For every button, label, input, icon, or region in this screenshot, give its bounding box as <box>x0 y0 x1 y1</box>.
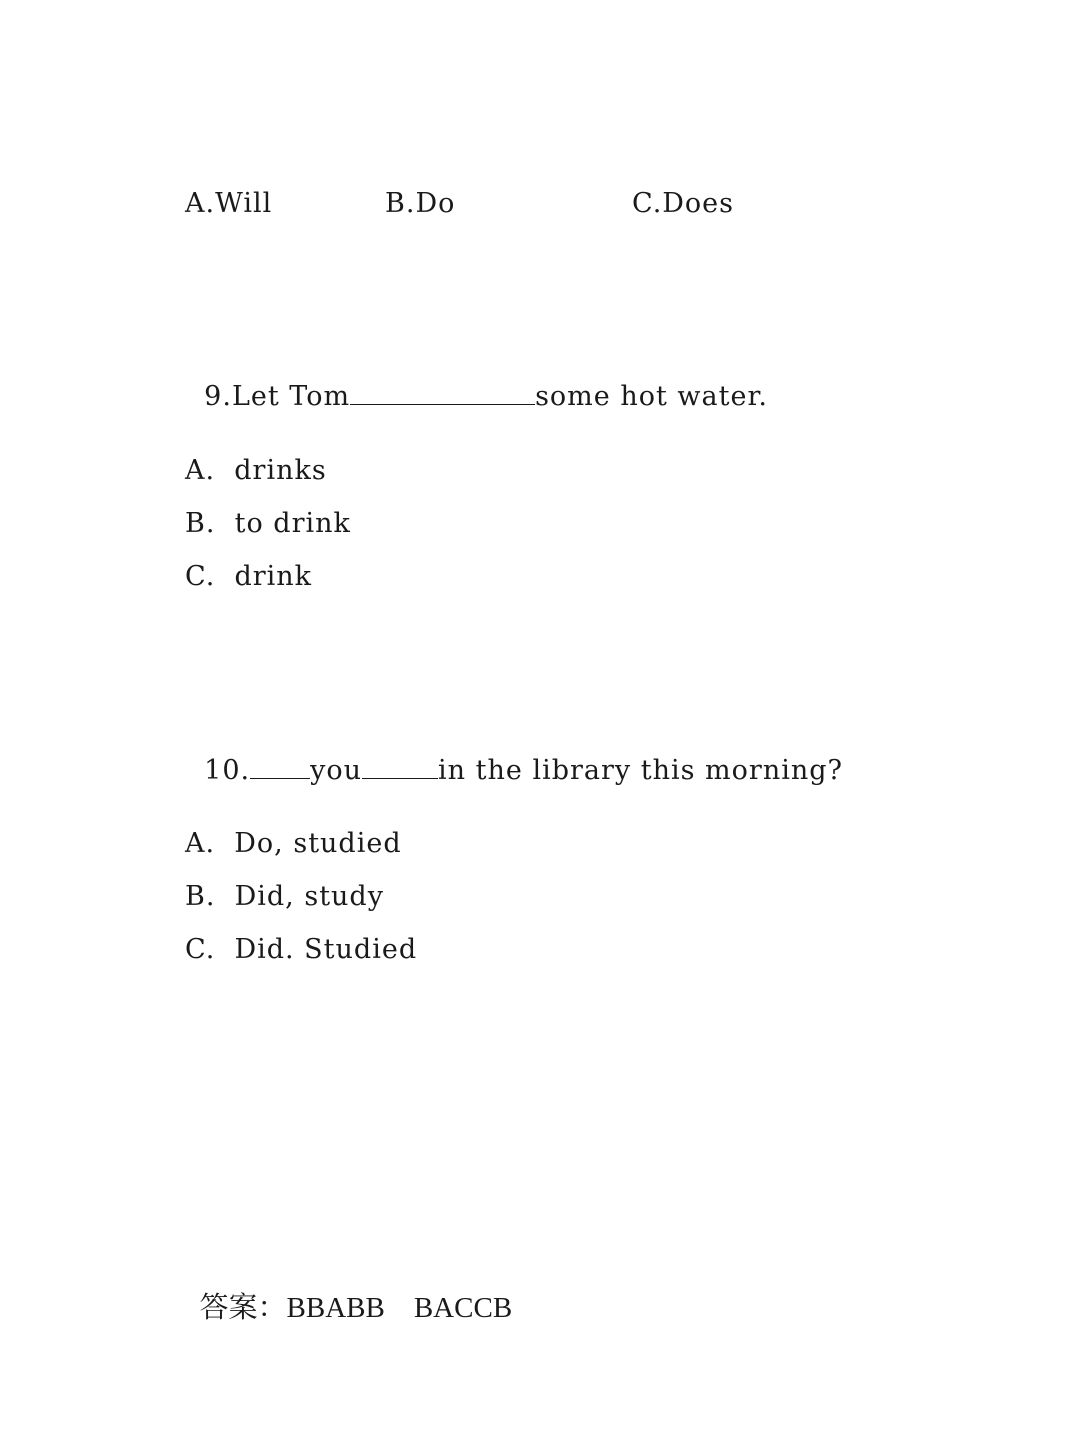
q9-blank <box>350 380 535 405</box>
q9-question <box>185 348 768 413</box>
q10-number: 10. <box>204 755 251 786</box>
q10-question <box>185 722 843 787</box>
q8-option-b: B.Do <box>385 188 456 219</box>
answer-key <box>185 1254 512 1326</box>
q10-option-a: A. Do, studied <box>185 828 402 859</box>
q10-blank-2 <box>362 754 438 779</box>
q9-option-a: A. drinks <box>185 455 327 486</box>
q8-option-c: C.Does <box>632 188 735 219</box>
q9-number: 9. <box>204 381 232 412</box>
answer-label: 答案： <box>199 1292 287 1324</box>
answer-group-2: BACCB <box>413 1292 513 1324</box>
q8-options-row <box>185 188 785 220</box>
q8-option-a: A.Will <box>185 188 273 219</box>
q10-text-after: in the library this morning? <box>438 755 843 786</box>
q10-option-c: C. Did. Studied <box>185 934 418 965</box>
q10-word-you: you <box>310 755 363 786</box>
q9-text-before: Let Tom <box>231 381 351 412</box>
q10-blank-1 <box>250 754 310 779</box>
q9-text-after: some hot water. <box>535 381 768 412</box>
answer-group-1: BBABB <box>286 1292 385 1324</box>
q9-option-b: B. to drink <box>185 508 351 539</box>
q10-option-b: B. Did, study <box>185 881 384 912</box>
q9-option-c: C. drink <box>185 561 313 592</box>
